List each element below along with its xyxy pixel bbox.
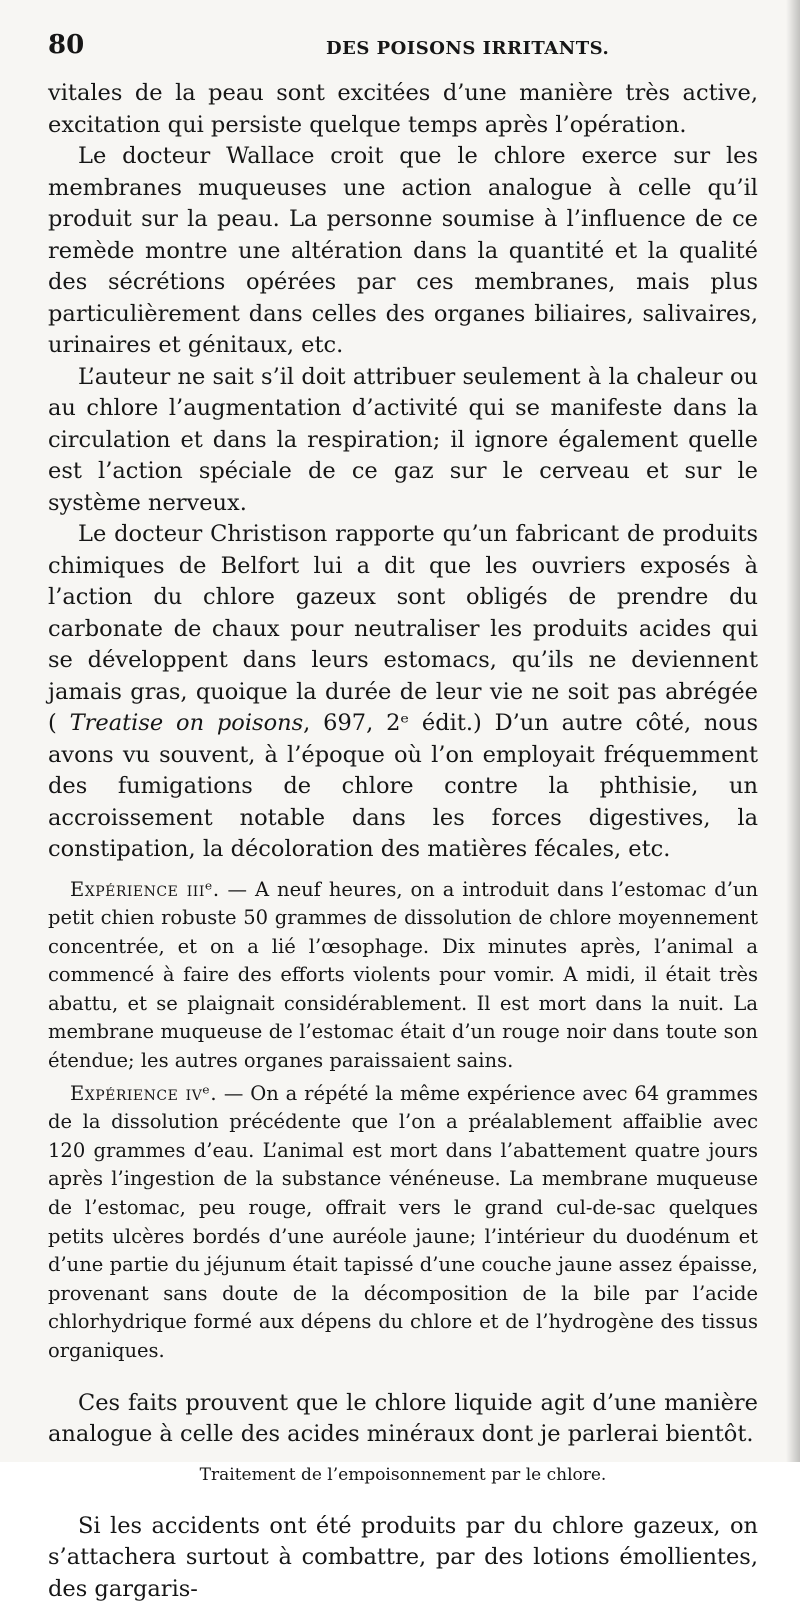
running-title: DES POISONS IRRITANTS. — [326, 38, 610, 59]
experiment-label: Expérience iiiᵉ. — [70, 877, 220, 901]
conclusion-paragraph: Ces faits prouvent que le chlore liquide agit d’une manière analogue à celle des acides minéraux dont je parlerai bientôt. — [48, 1389, 758, 1448]
final-block — [48, 1511, 758, 1605]
page-edge-shadow — [786, 0, 800, 1462]
experiment-paragraph — [48, 876, 758, 1076]
paragraph-text: , 697, 2ᵉ édit.) D’un autre côté, nous avons vu souvent, à l’époque où l’on employait fréquemment des fumigations de chlore contre la phthisie, un accroissement notable dans les forces digestives, la constipation, la décoloration des matières fécales, etc. — [48, 710, 759, 862]
page-header — [48, 30, 758, 64]
paragraph: L’auteur ne sait s’il doit attribuer seulement à la chaleur ou au chlore l’augmentation d’activité qui se manifeste dans la circulation et dans la respiration; il ignore également quelle est l’action spéciale de ce gaz sur le cerveau et sur le système nerveux. — [48, 363, 758, 516]
page-body — [48, 78, 758, 1605]
experiment-paragraph — [48, 1080, 758, 1366]
paragraph: Le docteur Wallace croit que le chlore exerce sur les membranes muqueuses une action analogue à celle qu’il produit sur la peau. La personne soumise à l’influence de ce remède montre une altération dans la quantité et la qualité des sécrétions opérées par ces membranes, mais plus particulièrement dans celles des organes biliaires, salivaires, urinaires et génitaux, etc. — [48, 143, 758, 358]
paragraph-text: Le docteur Christison rapporte qu’un fabricant de produits chimiques de Belfort lui a dit que les ouvriers exposés à l’action du chlore gazeux sont obligés de prendre du carbonate de chaux pour neutraliser les produits acides qui se développent dans leurs estomacs, qu’ils ne deviennent jamais gras, quoique la durée de leur vie ne soit pas abrégée ( — [48, 521, 758, 736]
page-number: 80 — [48, 30, 85, 60]
main-text — [48, 78, 758, 866]
experiment-label: Expérience ivᵉ. — [70, 1081, 218, 1105]
paragraph-with-citation — [48, 519, 758, 866]
paragraph: vitales de la peau sont excitées d’une manière très active, excitation qui persiste quelque temps après l’opération. — [48, 80, 758, 138]
conclusion-block — [48, 1388, 758, 1451]
final-paragraph: Si les accidents ont été produits par du chlore gazeux, on s’attachera surtout à combattre, par des lotions émollientes, des gargaris- — [48, 1512, 758, 1602]
experiment-text: — A neuf heures, on a introduit dans l’estomac d’un petit chien robuste 50 grammes de dissolution de chlore moyennement concentrée, et on a lié l’œsophage. Dix minutes après, l’animal a commencé à faire des efforts violents pour vomir. A midi, il était très abattu, et se plaignait considérablement. Il est mort dans la nuit. La membrane muqueuse de l’estomac était d’un rouge noir dans toute son étendue; les autres organes paraissaient sains. — [48, 877, 759, 1073]
section-heading: Traitement de l’empoisonnement par le chlore. — [199, 1464, 607, 1485]
citation-title: Treatise on poisons — [69, 710, 304, 736]
experiments — [48, 876, 758, 1366]
experiment-text: — On a répété la même expérience avec 64 grammes de la dissolution précédente que l’on a préalablement affaiblie avec 120 grammes d’eau. L’animal est mort dans l’abattement quatre jours après l’ingestion de la substance vénéneuse. La membrane muqueuse de l’estomac, peu rouge, offrait vers le grand cul-de-sac quelques petits ulcères bordés d’une auréole jaune; l’intérieur du duodénum et d’une partie du jéjunum était tapissé d’une couche jaune assez épaisse, provenant sans doute de la décomposition de la bile par l’acide chlorhydrique formé aux dépens du chlore et de l’hydrogène des tissus organiques. — [48, 1081, 758, 1362]
